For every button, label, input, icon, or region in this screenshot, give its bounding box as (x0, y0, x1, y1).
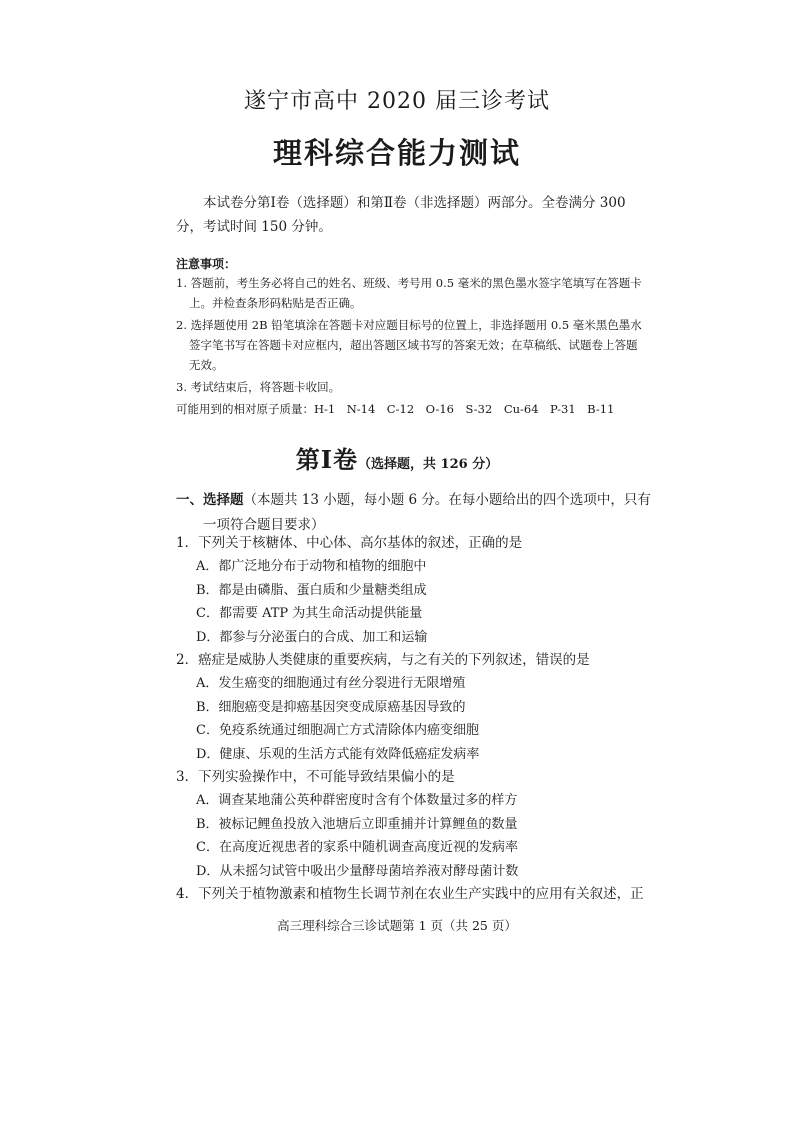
note-3: 3. 考试结束后，将答题卡收回。 (176, 380, 341, 394)
question-1-option-b: B．都是由磷脂、蛋白质和少量糖类组成 (196, 582, 427, 598)
note-2-line-1: 2. 选择题使用 2B 铅笔填涂在答题卡对应题目标号的位置上，非选择题用 0.5 毫米黑色墨水 (176, 318, 642, 332)
question-2-option-a: A．发生癌变的细胞通过有丝分裂进行无限增殖 (196, 676, 466, 692)
question-1-option-a: A．都广泛地分布于动物和植物的细胞中 (196, 559, 427, 575)
part-1-desc-1: （本题共 13 小题，每小题 6 分。在每小题给出的四个选项中，只有 (243, 492, 651, 508)
question-1-option-d: D．都参与分泌蛋白的合成、加工和运输 (196, 629, 428, 645)
question-3-stem: 3．下列实验操作中，不可能导致结果偏小的是 (176, 769, 455, 786)
question-1-option-c: C．都需要 ATP 为其生命活动提供能量 (196, 606, 423, 622)
question-list (176, 532, 644, 907)
question-3-option-a: A．调查某地蒲公英种群密度时含有个体数量过多的样方 (196, 793, 518, 809)
notes-heading: 注意事项： (176, 257, 237, 271)
question-2-option-d: D．健康、乐观的生活方式能有效降低癌症发病率 (196, 746, 480, 762)
section-name: 第Ⅰ卷 (295, 445, 359, 474)
exam-name: 遂宁市高中 2020 届三诊考试 (244, 89, 550, 114)
question-1-stem: 1．下列关于核糖体、中心体、高尔基体的叙述，正确的是 (176, 535, 523, 551)
note-2-line-3: 无效。 (189, 358, 224, 372)
question-2-stem: 2．癌症是威胁人类健康的重要疾病，与之有关的下列叙述，错误的是 (176, 652, 590, 669)
section-title (0, 440, 794, 475)
intro-paragraph (176, 191, 626, 239)
question-3-option-b: B．被标记鲤鱼投放入池塘后立即重捕并计算鲤鱼的数量 (196, 816, 518, 832)
part-1-desc-2: 一项符合题目要求） (203, 517, 325, 533)
question-4-stem: 4．下列关于植物激素和植物生长调节剂在农业生产实践中的应用有关叙述，正 (176, 886, 644, 903)
question-3-option-d: D．从未摇匀试管中吸出少量酵母菌培养液对酵母菌计数 (196, 863, 519, 879)
question-2-option-b: B．细胞癌变是抑癌基因突变成原癌基因导致的 (196, 699, 466, 715)
intro-line-2: 分，考试时间 150 分钟。 (176, 219, 332, 235)
part-1-instructions (176, 488, 651, 538)
note-1-line-2: 上。并检查条形码粘贴是否正确。 (189, 296, 362, 310)
question-3-option-c: C．在高度近视患者的家系中随机调查高度近视的发病率 (196, 840, 518, 856)
page-footer: 高三理科综合三诊试题第 1 页（共 25 页） (277, 918, 517, 933)
note-1-line-1: 1. 答题前，考生务必将自己的姓名、班级、考号用 0.5 毫米的黑色墨水签字笔填写在答题卡 (176, 276, 642, 290)
subject-title: 理科综合能力测试 (272, 136, 521, 170)
note-2-line-2: 签字笔书写在答题卡对应框内，超出答题区域书写的答案无效；在草稿纸、试题卷上答题 (189, 338, 638, 352)
question-2-option-c: C．免疫系统通过细胞凋亡方式清除体内癌变细胞 (196, 723, 479, 739)
intro-line-1: 本试卷分第Ⅰ卷（选择题）和第Ⅱ卷（非选择题）两部分。全卷满分 300 (203, 195, 626, 211)
atomic-masses: 可能用到的相对原子质量：H-1 N-14 C-12 O-16 S-32 Cu-64 P-31 B-11 (176, 402, 615, 416)
notes-list (176, 273, 642, 419)
section-subtitle: （选择题，共 126 分） (358, 457, 499, 472)
part-1-label: 一、选择题 (176, 492, 244, 508)
